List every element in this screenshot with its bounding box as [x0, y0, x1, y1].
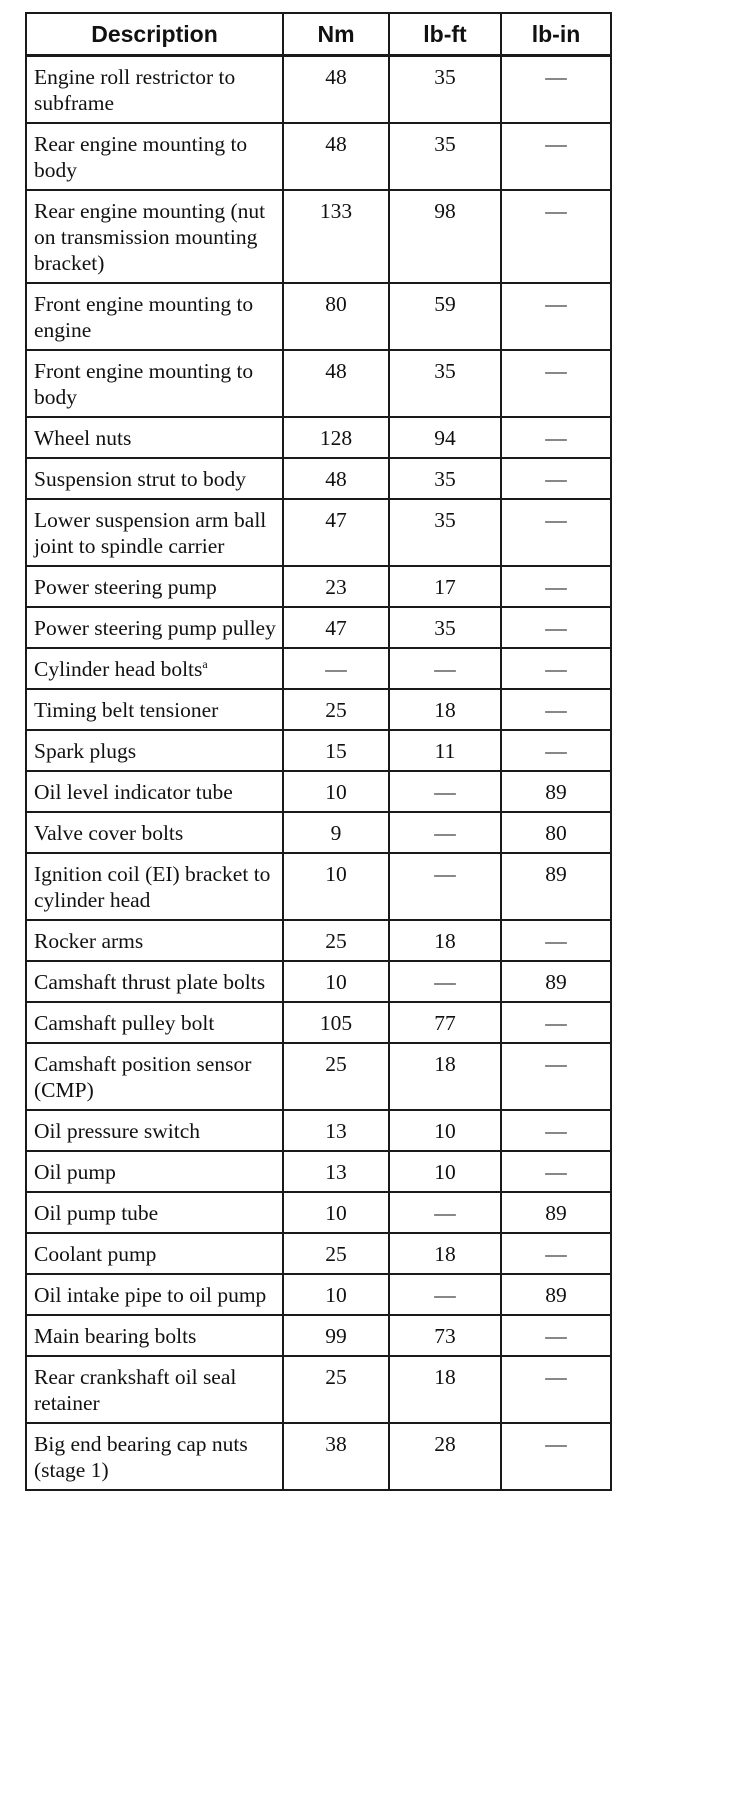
description-text: Ignition coil (EI) bracket to cylinder head: [34, 862, 271, 912]
row-lb-ft-value: —: [389, 771, 501, 812]
row-nm-value: 48: [283, 123, 389, 190]
row-description: [26, 350, 283, 417]
row-nm-value: 13: [283, 1151, 389, 1192]
table-row: [26, 1315, 611, 1356]
row-description: [26, 1192, 283, 1233]
table-row: [26, 499, 611, 566]
header-row: [26, 13, 611, 56]
row-lb-ft-value: —: [389, 812, 501, 853]
row-lb-in-value: —: [501, 689, 611, 730]
table-row: [26, 607, 611, 648]
header-lb-in: lb-in: [501, 13, 611, 56]
row-nm-value: 80: [283, 283, 389, 350]
row-nm-value: 25: [283, 1356, 389, 1423]
description-text: Oil intake pipe to oil pump: [34, 1283, 267, 1307]
row-lb-in-value: 80: [501, 812, 611, 853]
row-lb-ft-value: 17: [389, 566, 501, 607]
table-row: [26, 689, 611, 730]
table-row: [26, 1110, 611, 1151]
row-lb-ft-value: 77: [389, 1002, 501, 1043]
row-description: [26, 853, 283, 920]
row-nm-value: 48: [283, 458, 389, 499]
table-row: [26, 1423, 611, 1490]
row-lb-ft-value: 35: [389, 607, 501, 648]
row-lb-ft-value: 59: [389, 283, 501, 350]
row-lb-ft-value: —: [389, 1274, 501, 1315]
row-nm-value: 9: [283, 812, 389, 853]
row-lb-in-value: —: [501, 1315, 611, 1356]
row-description: [26, 1423, 283, 1490]
row-lb-in-value: —: [501, 417, 611, 458]
row-lb-ft-value: 35: [389, 350, 501, 417]
row-description: [26, 566, 283, 607]
row-nm-value: 23: [283, 566, 389, 607]
row-description: [26, 56, 283, 124]
row-lb-ft-value: 35: [389, 499, 501, 566]
row-nm-value: 10: [283, 961, 389, 1002]
row-lb-in-value: —: [501, 1110, 611, 1151]
table-row: [26, 853, 611, 920]
description-text: Rocker arms: [34, 929, 144, 953]
table-row: [26, 730, 611, 771]
footnote-marker: a: [202, 657, 208, 671]
description-text: Rear engine mounting (nut on transmission mounting bracket): [34, 199, 266, 275]
description-text: Wheel nuts: [34, 426, 132, 450]
description-text: Timing belt tensioner: [34, 698, 219, 722]
table-row: [26, 566, 611, 607]
row-lb-in-value: —: [501, 1356, 611, 1423]
row-lb-in-value: —: [501, 190, 611, 283]
row-lb-ft-value: —: [389, 648, 501, 689]
description-text: Oil pump tube: [34, 1201, 159, 1225]
table-row: [26, 417, 611, 458]
row-description: [26, 458, 283, 499]
row-nm-value: 128: [283, 417, 389, 458]
row-description: [26, 648, 283, 689]
row-lb-in-value: —: [501, 1043, 611, 1110]
row-lb-ft-value: —: [389, 1192, 501, 1233]
description-text: Coolant pump: [34, 1242, 157, 1266]
table-row: [26, 1192, 611, 1233]
row-lb-in-value: —: [501, 499, 611, 566]
row-description: [26, 771, 283, 812]
row-lb-in-value: —: [501, 920, 611, 961]
row-description: [26, 1151, 283, 1192]
table-header: [26, 13, 611, 56]
table-row: [26, 283, 611, 350]
row-description: [26, 1002, 283, 1043]
description-text: Oil pressure switch: [34, 1119, 200, 1143]
row-lb-ft-value: 18: [389, 920, 501, 961]
row-lb-ft-value: 35: [389, 123, 501, 190]
description-text: Oil level indicator tube: [34, 780, 233, 804]
row-lb-ft-value: 10: [389, 1110, 501, 1151]
row-nm-value: 105: [283, 1002, 389, 1043]
row-description: [26, 1233, 283, 1274]
description-text: Camshaft position sensor (CMP): [34, 1052, 252, 1102]
table-row: [26, 1356, 611, 1423]
table-row: [26, 771, 611, 812]
row-nm-value: —: [283, 648, 389, 689]
description-text: Camshaft pulley bolt: [34, 1011, 215, 1035]
description-text: Main bearing bolts: [34, 1324, 197, 1348]
row-lb-ft-value: —: [389, 961, 501, 1002]
description-text: Power steering pump: [34, 575, 217, 599]
row-lb-ft-value: 35: [389, 458, 501, 499]
row-lb-in-value: 89: [501, 771, 611, 812]
table-row: [26, 123, 611, 190]
table-row: [26, 648, 611, 689]
row-lb-in-value: —: [501, 123, 611, 190]
description-text: Power steering pump pulley: [34, 616, 276, 640]
table-row: [26, 1274, 611, 1315]
description-text: Rear crankshaft oil seal retainer: [34, 1365, 237, 1415]
description-text: Suspension strut to body: [34, 467, 247, 491]
row-lb-in-value: —: [501, 1151, 611, 1192]
row-lb-ft-value: —: [389, 853, 501, 920]
row-lb-in-value: —: [501, 607, 611, 648]
row-lb-in-value: —: [501, 730, 611, 771]
description-text: Engine roll restrictor to subframe: [34, 65, 236, 115]
row-nm-value: 13: [283, 1110, 389, 1151]
row-lb-in-value: —: [501, 566, 611, 607]
header-description: Description: [26, 13, 283, 56]
table-row: [26, 1233, 611, 1274]
row-nm-value: 99: [283, 1315, 389, 1356]
row-lb-ft-value: 94: [389, 417, 501, 458]
row-description: [26, 1043, 283, 1110]
table-body: [26, 56, 611, 1491]
row-lb-ft-value: 18: [389, 1043, 501, 1110]
row-description: [26, 190, 283, 283]
row-description: [26, 689, 283, 730]
row-lb-ft-value: 18: [389, 689, 501, 730]
description-text: Camshaft thrust plate bolts: [34, 970, 266, 994]
row-lb-in-value: 89: [501, 1274, 611, 1315]
description-text: Rear engine mounting to body: [34, 132, 248, 182]
header-nm: Nm: [283, 13, 389, 56]
row-nm-value: 25: [283, 689, 389, 730]
row-lb-in-value: —: [501, 56, 611, 124]
table-row: [26, 1043, 611, 1110]
row-nm-value: 25: [283, 920, 389, 961]
table-row: [26, 458, 611, 499]
row-lb-in-value: —: [501, 283, 611, 350]
row-description: [26, 1315, 283, 1356]
table-row: [26, 350, 611, 417]
description-text: Spark plugs: [34, 739, 137, 763]
row-lb-ft-value: 18: [389, 1233, 501, 1274]
row-nm-value: 38: [283, 1423, 389, 1490]
row-description: [26, 730, 283, 771]
description-text: Big end bearing cap nuts (stage 1): [34, 1432, 248, 1482]
row-lb-ft-value: 11: [389, 730, 501, 771]
row-nm-value: 47: [283, 499, 389, 566]
description-text: Valve cover bolts: [34, 821, 184, 845]
row-nm-value: 133: [283, 190, 389, 283]
row-nm-value: 10: [283, 1274, 389, 1315]
row-description: [26, 283, 283, 350]
row-lb-in-value: —: [501, 350, 611, 417]
row-lb-in-value: —: [501, 458, 611, 499]
row-lb-ft-value: 10: [389, 1151, 501, 1192]
row-lb-ft-value: 73: [389, 1315, 501, 1356]
row-lb-in-value: 89: [501, 853, 611, 920]
row-description: [26, 1356, 283, 1423]
row-lb-ft-value: 28: [389, 1423, 501, 1490]
torque-spec-table: [25, 12, 612, 1491]
row-lb-in-value: —: [501, 1002, 611, 1043]
row-nm-value: 10: [283, 1192, 389, 1233]
header-lb-ft: lb-ft: [389, 13, 501, 56]
description-text: Cylinder head bolts: [34, 657, 203, 681]
row-nm-value: 10: [283, 771, 389, 812]
table-row: [26, 1002, 611, 1043]
description-text: Lower suspension arm ball joint to spindle carrier: [34, 508, 267, 558]
description-text: Front engine mounting to body: [34, 359, 254, 409]
row-lb-ft-value: 98: [389, 190, 501, 283]
row-description: [26, 607, 283, 648]
table-row: [26, 1151, 611, 1192]
row-lb-ft-value: 35: [389, 56, 501, 124]
table-row: [26, 961, 611, 1002]
row-nm-value: 25: [283, 1233, 389, 1274]
row-nm-value: 48: [283, 350, 389, 417]
row-nm-value: 25: [283, 1043, 389, 1110]
row-nm-value: 47: [283, 607, 389, 648]
row-description: [26, 920, 283, 961]
row-description: [26, 1274, 283, 1315]
row-lb-in-value: 89: [501, 961, 611, 1002]
row-description: [26, 812, 283, 853]
row-lb-in-value: —: [501, 648, 611, 689]
row-description: [26, 417, 283, 458]
row-description: [26, 961, 283, 1002]
description-text: Front engine mounting to engine: [34, 292, 254, 342]
table-row: [26, 190, 611, 283]
row-description: [26, 499, 283, 566]
row-lb-in-value: —: [501, 1233, 611, 1274]
table-row: [26, 920, 611, 961]
row-lb-in-value: 89: [501, 1192, 611, 1233]
table-row: [26, 812, 611, 853]
table-row: [26, 56, 611, 124]
description-text: Oil pump: [34, 1160, 116, 1184]
row-nm-value: 15: [283, 730, 389, 771]
row-nm-value: 10: [283, 853, 389, 920]
row-lb-in-value: —: [501, 1423, 611, 1490]
row-description: [26, 1110, 283, 1151]
row-description: [26, 123, 283, 190]
row-nm-value: 48: [283, 56, 389, 124]
row-lb-ft-value: 18: [389, 1356, 501, 1423]
